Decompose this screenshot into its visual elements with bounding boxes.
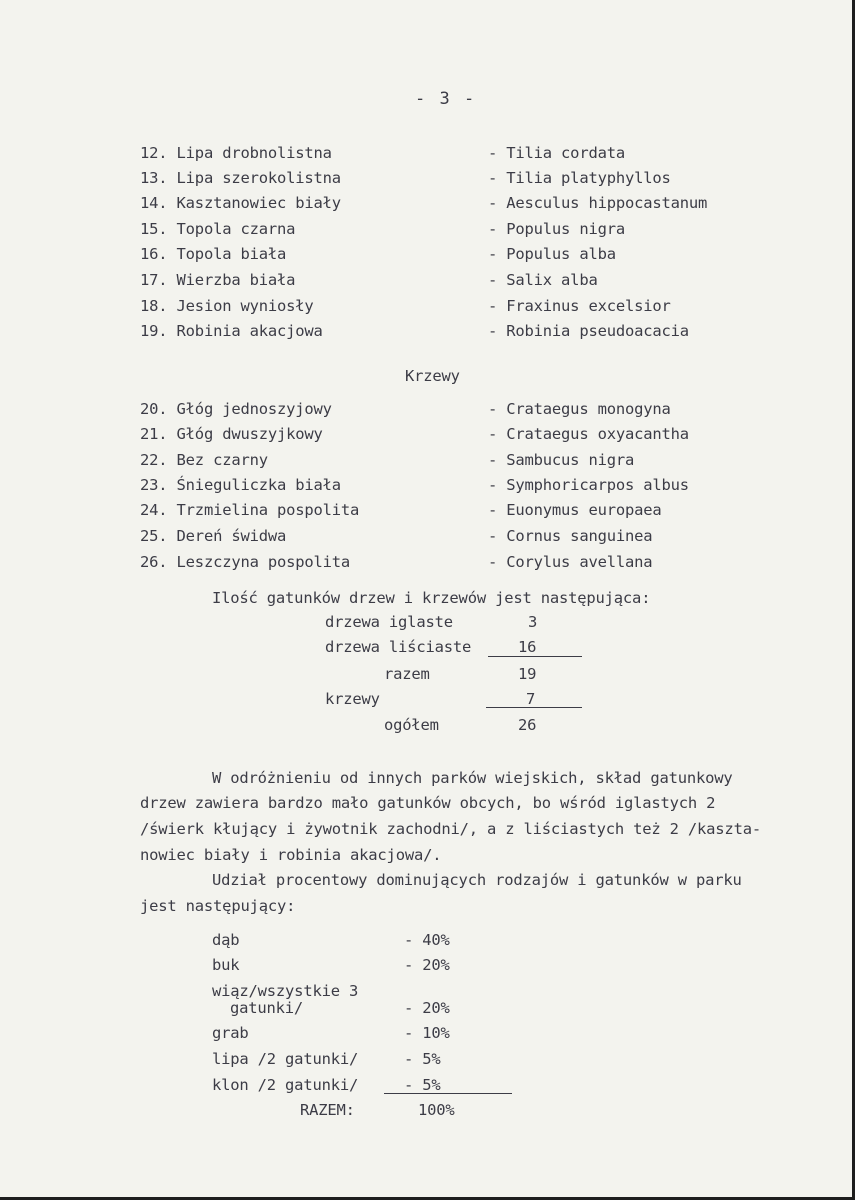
latin-name: - Salix alba — [488, 271, 598, 289]
latin-name: - Euonymus europaea — [488, 501, 662, 519]
list-item — [140, 193, 341, 213]
list-item — [140, 424, 323, 444]
item-number: 14. — [140, 194, 168, 212]
list-item — [140, 475, 341, 495]
share-total-value: 100% — [418, 1101, 455, 1119]
list-item — [140, 450, 268, 470]
list-item — [140, 296, 314, 316]
paragraph-line: Udział procentowy dominujących rodzajów i gatunków w parku — [212, 871, 742, 889]
count-label: krzewy — [325, 690, 380, 708]
polish-name: Leszczyna pospolita — [176, 553, 351, 571]
polish-name: Dereń świdwa — [176, 527, 287, 545]
paragraph-line: W odróżnieniu od innych parków wiejskich, skład gatunkowy — [212, 769, 733, 787]
share-value: - 20% — [404, 956, 450, 974]
count-value: 16 — [518, 638, 537, 656]
item-number: 13. — [140, 169, 168, 187]
count-value: 3 — [528, 613, 538, 631]
list-item — [140, 399, 332, 419]
count-label: drzewa liściaste — [325, 638, 472, 656]
latin-name: - Fraxinus excelsior — [488, 297, 671, 315]
share-total-label: RAZEM: — [300, 1101, 355, 1119]
item-number: 24. — [140, 501, 168, 519]
list-item — [140, 143, 332, 163]
polish-name: Wierzba biała — [176, 271, 296, 289]
item-number: 15. — [140, 220, 168, 238]
polish-name: Topola biała — [176, 245, 287, 263]
underline — [384, 1093, 512, 1094]
list-item — [140, 321, 323, 341]
latin-name: - Populus nigra — [488, 220, 625, 238]
polish-name: Głóg dwuszyjkowy — [176, 425, 323, 443]
underline — [486, 707, 582, 708]
share-value: - 5% — [404, 1076, 441, 1094]
paragraph-line: /świerk kłujący i żywotnik zachodni/, a z liściastych też 2 /kaszta- — [140, 820, 761, 838]
list-item — [140, 552, 350, 572]
item-number: 21. — [140, 425, 168, 443]
item-number: 18. — [140, 297, 168, 315]
share-label: grab — [212, 1024, 249, 1042]
share-label: wiąz/wszystkie 3 — [212, 982, 359, 1000]
polish-name: Bez czarny — [176, 451, 268, 469]
item-number: 12. — [140, 144, 168, 162]
latin-name: - Tilia platyphyllos — [488, 169, 671, 187]
polish-name: Kasztanowiec biały — [176, 194, 341, 212]
polish-name: Trzmielina pospolita — [176, 501, 360, 519]
item-number: 25. — [140, 527, 168, 545]
list-item — [140, 219, 295, 239]
latin-name: - Cornus sanguinea — [488, 527, 653, 545]
list-item — [140, 270, 295, 290]
latin-name: - Corylus avellana — [488, 553, 653, 571]
latin-name: - Crataegus oxyacantha — [488, 425, 689, 443]
count-label: razem — [384, 665, 430, 683]
share-label: buk — [212, 956, 240, 974]
item-number: 20. — [140, 400, 168, 418]
count-value: 26 — [518, 716, 537, 734]
list-item — [140, 244, 286, 264]
latin-name: - Sambucus nigra — [488, 451, 635, 469]
share-value: - 20% — [404, 999, 450, 1017]
polish-name: Głóg jednoszyjowy — [176, 400, 332, 418]
share-label: dąb — [212, 931, 240, 949]
polish-name: Robinia akacjowa — [176, 322, 323, 340]
latin-name: - Robinia pseudoacacia — [488, 322, 689, 340]
list-item — [140, 526, 286, 546]
share-value: - 40% — [404, 931, 450, 949]
underline — [488, 656, 582, 657]
count-value: 19 — [518, 665, 537, 683]
polish-name: Lipa drobnolistna — [176, 144, 332, 162]
polish-name: Topola czarna — [176, 220, 296, 238]
count-label: ogółem — [384, 716, 439, 734]
item-number: 17. — [140, 271, 168, 289]
polish-name: Lipa szerokolistna — [176, 169, 341, 187]
item-number: 26. — [140, 553, 168, 571]
paragraph-line: drzew zawiera bardzo mało gatunków obcych, bo wśród iglastych 2 — [140, 794, 716, 812]
count-value: 7 — [526, 690, 536, 708]
latin-name: - Tilia cordata — [488, 144, 625, 162]
latin-name: - Symphoricarpos albus — [488, 476, 689, 494]
share-label: klon /2 gatunki/ — [212, 1076, 359, 1094]
section-heading: Krzewy — [405, 367, 460, 385]
count-heading: Ilość gatunków drzew i krzewów jest następująca: — [212, 589, 651, 607]
item-number: 23. — [140, 476, 168, 494]
item-number: 19. — [140, 322, 168, 340]
list-item — [140, 500, 359, 520]
paragraph-line: nowiec biały i robinia akacjowa/. — [140, 846, 442, 864]
item-number: 16. — [140, 245, 168, 263]
share-value: - 10% — [404, 1024, 450, 1042]
polish-name: Śnieguliczka biała — [176, 476, 341, 494]
latin-name: - Aesculus hippocastanum — [488, 194, 708, 212]
latin-name: - Populus alba — [488, 245, 616, 263]
share-label: gatunki/ — [230, 999, 304, 1017]
count-label: drzewa iglaste — [325, 613, 453, 631]
latin-name: - Crataegus monogyna — [488, 400, 671, 418]
item-number: 22. — [140, 451, 168, 469]
paragraph-line: jest następujący: — [140, 897, 296, 915]
list-item — [140, 168, 341, 188]
share-label: lipa /2 gatunki/ — [212, 1050, 359, 1068]
share-value: - 5% — [404, 1050, 441, 1068]
polish-name: Jesion wyniosły — [176, 297, 314, 315]
page-number: - 3 - — [415, 89, 477, 109]
